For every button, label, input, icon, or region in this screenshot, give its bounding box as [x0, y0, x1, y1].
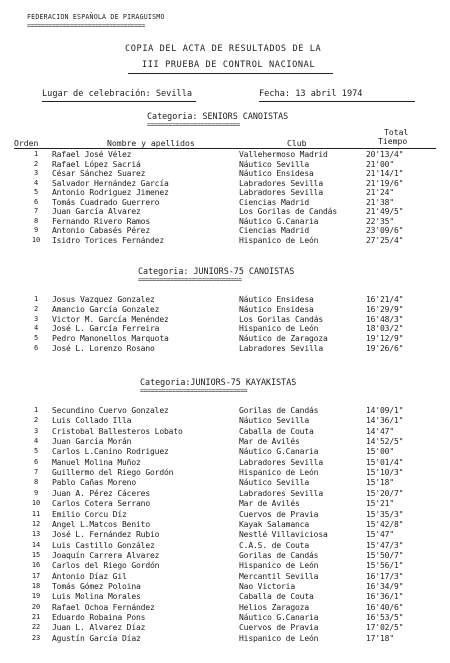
row-time: 14'36/1" [366, 416, 404, 426]
orden-header: Orden [14, 138, 39, 148]
row-club: Náutico Ensidesa [239, 169, 314, 178]
row-orden: 1 [33, 295, 39, 303]
row-time: 15'01/4" [366, 457, 404, 467]
row-orden: 5 [33, 447, 39, 456]
row-club: Náutico Ensidesa [239, 304, 314, 314]
total-header: Total [384, 127, 409, 137]
header-underline [14, 148, 436, 149]
row-club: Náutico Ensidesa [239, 295, 314, 304]
row-name: Tomás Gómez Poloina [52, 581, 141, 591]
table-row [0, 237, 450, 247]
table-row [0, 531, 450, 541]
section-title: Categoria: JUNIORS-75 CANOISTAS [138, 266, 295, 276]
row-orden: 10 [31, 235, 41, 244]
row-orden: 6 [33, 197, 39, 206]
row-orden: 6 [33, 457, 39, 466]
row-name: Juan García Alvarez [52, 207, 141, 216]
row-orden: 9 [33, 226, 39, 234]
row-name: Emilio Corcu Díz [52, 509, 127, 519]
row-name: Angel L.Matcos Benito [52, 519, 150, 529]
row-time: 16'48/3" [366, 314, 404, 324]
row-name: Juan A. Pérez Cáceres [52, 488, 150, 498]
row-time: 15'20/7" [366, 488, 404, 498]
row-orden: 18 [31, 581, 41, 590]
row-name: Luis Molina Morales [52, 592, 141, 602]
row-club: Ciencias Madrid [239, 197, 309, 207]
row-club: Caballa de Couta [239, 592, 314, 602]
row-orden: 16 [31, 561, 41, 570]
row-time: 22'35" [366, 216, 394, 226]
row-club: Labradores Sevilla [239, 488, 323, 498]
row-club: Hispanico de León [239, 235, 319, 245]
row-orden: 5 [33, 334, 39, 343]
row-name: Pablo Cañas Moreno [52, 478, 136, 488]
row-club: Hispanico de León [239, 468, 319, 478]
row-club: Mercantil Sevilla [239, 571, 319, 581]
row-name: Isidro Torices Fernández [52, 235, 164, 245]
tiempo-header: Tiempo [378, 136, 408, 146]
row-name: Luis Collado Illa [52, 416, 132, 426]
club-header: Club [287, 138, 307, 148]
row-time: 19'26/6" [366, 344, 404, 353]
row-club: Cuervos de Pravia [239, 509, 319, 519]
row-time: 16'53/5" [366, 613, 404, 622]
row-club: Labradores Sevilla [239, 178, 323, 188]
row-name: Fernando Rivero Ramos [52, 216, 150, 226]
row-orden: 1 [33, 406, 39, 414]
table-row [0, 624, 450, 634]
row-club: Labradores Sevilla [239, 188, 323, 197]
row-club: Náutico G.Canaria [239, 216, 319, 226]
row-name: Joaquín Carrera Alvarez [52, 550, 160, 560]
table-row [0, 500, 450, 510]
row-club: Los Gorilas Candás [239, 314, 323, 324]
row-name: Cristobal Ballesteros Lobato [52, 426, 183, 436]
row-club: Vallehermoso Madrid [239, 150, 328, 159]
row-time: 15'35/3" [366, 509, 404, 519]
row-time: 16'29/9" [366, 304, 404, 314]
table-row [0, 417, 450, 427]
row-name: José L. García Ferreira [52, 324, 160, 334]
row-club: Nao Victoria [239, 581, 295, 591]
row-time: 15'10/3" [366, 468, 404, 478]
row-club: Kayak Salamanca [239, 519, 309, 529]
name-header: Nombre y apellidos [107, 138, 195, 148]
row-name: Rafael Ochoa Fernández [52, 602, 155, 612]
row-time: 16'36/1" [366, 592, 404, 602]
row-club: Gorilas de Candás [239, 550, 319, 560]
row-orden: 2 [33, 304, 39, 313]
row-orden: 5 [33, 188, 39, 196]
row-club: Hispanico de León [239, 633, 319, 643]
row-time: 15'00" [366, 447, 394, 457]
row-name: Rafael López Sacriá [52, 159, 141, 169]
row-club: C.A.S. de Couta [239, 540, 309, 550]
federation-header: FEDERACION ESPAÑOLA DE PIRAGUISMO [27, 13, 165, 21]
table-row [0, 345, 450, 355]
row-orden: 15 [31, 550, 41, 559]
row-time: 19'12/9" [366, 334, 404, 344]
row-club: Ciencias Madrid [239, 226, 309, 235]
row-orden: 13 [31, 530, 41, 539]
title-underline [128, 73, 333, 74]
row-orden: 6 [33, 344, 39, 352]
row-orden: 2 [33, 416, 39, 425]
row-name: Antonio Cabasés Pérez [52, 226, 150, 235]
row-name: Antonio Díaz Gil [52, 571, 127, 581]
row-orden: 22 [31, 623, 41, 632]
row-club: Helios Zaragoza [239, 602, 309, 612]
row-name: José L. Lorenzo Rosano [52, 344, 155, 353]
row-orden: 12 [31, 519, 41, 528]
row-orden: 7 [33, 207, 39, 215]
row-time: 21'49/5" [366, 207, 404, 216]
row-orden: 10 [31, 499, 41, 508]
row-name: Victor M. García Menéndez [52, 314, 169, 324]
row-name: Manuel Molina Muñoz [52, 457, 141, 467]
table-row [0, 593, 450, 603]
row-club: Gorilas de Candás [239, 406, 319, 415]
row-name: Luis Castillo González [52, 540, 155, 550]
header-rule: ================================= [27, 22, 145, 30]
row-name: Carlos del Riego Gordón [52, 561, 160, 571]
document-title: COPIA DEL ACTA DE RESULTADOS DE LA [125, 44, 322, 54]
row-orden: 7 [33, 468, 39, 477]
row-name: Carlos Cotera Serrano [52, 499, 150, 509]
row-time: 21'24" [366, 188, 394, 197]
row-time: 17'02/5" [366, 623, 404, 633]
row-time: 27'25/4" [366, 235, 404, 245]
row-time: 21'19/6" [366, 178, 404, 188]
row-orden: 11 [31, 509, 41, 518]
row-time: 23'09/6" [366, 226, 404, 235]
row-club: Náutico Sevilla [239, 478, 309, 488]
row-orden: 19 [31, 592, 41, 601]
row-club: Cuervos de Pravia [239, 623, 319, 633]
date-underline [259, 101, 415, 102]
row-orden: 3 [33, 314, 39, 323]
row-club: Labradores Sevilla [239, 344, 323, 353]
row-club: Hispanico de León [239, 324, 319, 334]
date-label: Fecha: 13 abril 1974 [259, 89, 363, 99]
row-orden: 14 [31, 540, 41, 549]
row-time: 15'21" [366, 499, 394, 509]
row-name: Guillermo del Riego Gordón [52, 468, 174, 478]
section-rule: ========================== [147, 121, 240, 129]
row-club: Náutico G.Canaria [239, 447, 319, 457]
row-orden: 3 [33, 426, 39, 435]
row-time: 16'34/9" [366, 581, 404, 591]
row-time: 16'21/4" [366, 295, 404, 304]
section-title: Categoria: SENIORS CANOISTAS [147, 111, 289, 121]
table-row [0, 479, 450, 489]
row-time: 21'00" [366, 159, 394, 169]
row-club: Nestlé Villaviciosa [239, 530, 328, 540]
row-orden: 8 [33, 216, 39, 225]
row-orden: 1 [33, 150, 39, 158]
row-name: Agustín García Díaz [52, 633, 141, 643]
row-club: Labradores Sevilla [239, 457, 323, 467]
row-time: 15'18" [366, 478, 394, 488]
row-name: Juan García Morán [52, 437, 132, 447]
document-subtitle: III PRUEBA DE CONTROL NACIONAL [142, 60, 316, 70]
row-orden: 2 [33, 159, 39, 168]
row-club: Náutico Sevilla [239, 416, 309, 426]
section-title: Categoria:JUNIORS-75 KAYAKISTAS [140, 377, 297, 387]
row-name: Secundino Cuervo Gonzalez [52, 406, 169, 415]
row-orden: 4 [33, 324, 39, 333]
section-rule: ============================= [138, 276, 242, 284]
row-name: Antonio Rodriguez Jimenez [52, 188, 169, 197]
row-time: 21'14/1" [366, 169, 404, 178]
row-orden: 23 [31, 633, 41, 642]
row-club: Náutico Sevilla [239, 159, 309, 169]
table-row [0, 511, 450, 521]
row-orden: 8 [33, 478, 39, 487]
row-name: Carlos L.Canino Rodriguez [52, 447, 169, 457]
row-name: José L. Fernández Rubio [52, 530, 160, 540]
row-time: 15'42/8" [366, 519, 404, 529]
row-time: 16'40/6" [366, 602, 404, 612]
row-club: Hispanico de León [239, 561, 319, 571]
row-club: Los Gorilas de Candás [239, 207, 337, 216]
row-time: 20'13/4" [366, 150, 404, 159]
row-time: 15'47" [366, 530, 394, 540]
row-orden: 9 [33, 488, 39, 497]
row-name: Eduardo Robaina Pons [52, 613, 146, 622]
row-name: Amancio García Gonzalez [52, 304, 160, 314]
row-orden: 3 [33, 169, 39, 177]
row-club: Caballa de Couta [239, 426, 314, 436]
row-time: 21'38" [366, 197, 394, 207]
table-row [0, 448, 450, 458]
row-club: Mar de Avilés [239, 437, 300, 447]
row-name: Tomás Cuadrado Guerrero [52, 197, 160, 207]
row-club: Mar de Avilés [239, 499, 300, 509]
section-rule: ============================== [140, 387, 248, 395]
location-underline [42, 101, 196, 102]
row-time: 15'47/3" [366, 540, 404, 550]
row-name: Josus Vazquez Gonzalez [52, 295, 155, 304]
row-time: 18'03/2" [366, 324, 404, 334]
row-name: Pedro Manonellos Marquota [52, 334, 169, 344]
row-name: Salvador Hernández García [52, 178, 169, 188]
row-name: Juan L. Alvarez Díaz [52, 623, 146, 633]
row-orden: 4 [33, 437, 39, 446]
row-club: Náutico de Zaragoza [239, 334, 328, 344]
row-time: 14'09/1" [366, 406, 404, 415]
row-name: César Sánchez Suarez [52, 169, 146, 178]
row-time: 16'17/3" [366, 571, 404, 581]
row-orden: 4 [33, 178, 39, 187]
location-label: Lugar de celebración: Sevilla [42, 89, 193, 99]
row-time: 15'56/1" [366, 561, 404, 571]
row-time: 14'47" [366, 426, 394, 436]
row-time: 15'50/7" [366, 550, 404, 560]
row-orden: 21 [31, 613, 41, 621]
row-orden: 17 [31, 571, 41, 580]
row-name: Rafael José Vélez [52, 150, 132, 159]
row-club: Náutico G.Canaria [239, 613, 319, 622]
row-orden: 20 [31, 602, 41, 611]
row-time: 17'18" [366, 633, 394, 643]
table-row [0, 562, 450, 572]
row-time: 14'52/5" [366, 437, 404, 447]
table-row [0, 635, 450, 645]
